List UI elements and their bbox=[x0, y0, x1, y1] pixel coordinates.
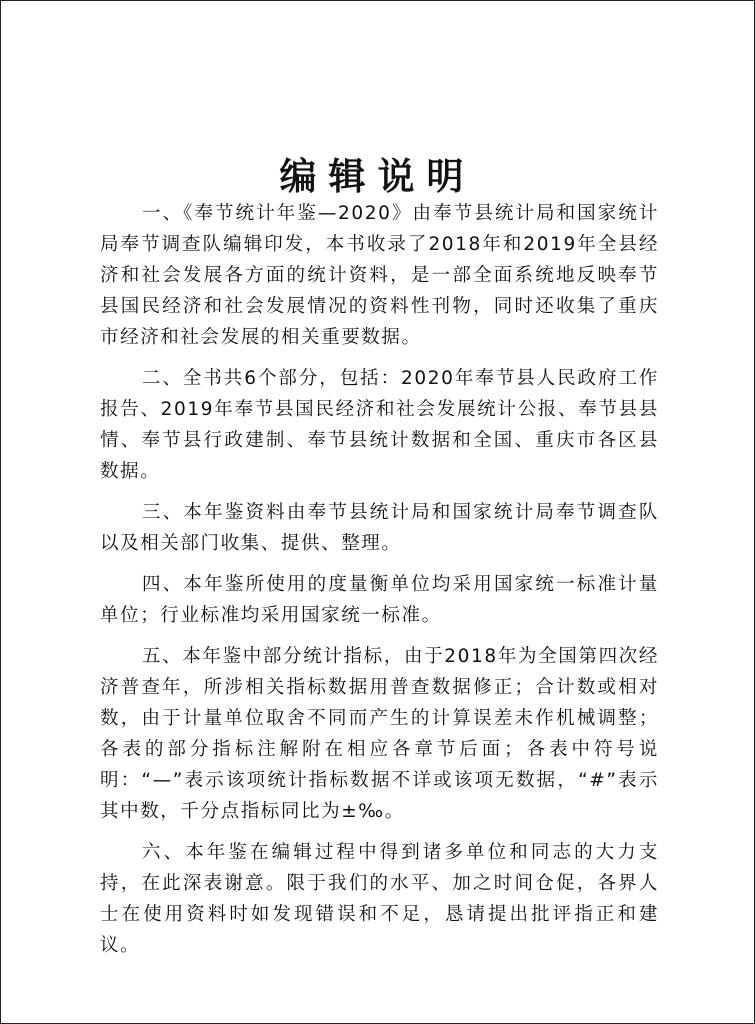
paragraph-2: 二、全书共6个部分，包括：2020年奉节县人民政府工作报告、2019年奉节县国民经济和社会发展统计公报、奉节县县情、奉节县行政建制、奉节县统计数据和全国、重庆市各区县数据。 bbox=[100, 368, 659, 482]
paragraph-6: 六、本年鉴在编辑过程中得到诸多单位和同志的大力支持，在此深表谢意。限于我们的水平、加之时间仓促，各界人士在使用资料时如发现错误和不足，恳请提出批评指正和建议。 bbox=[100, 842, 659, 956]
paragraph-4: 四、本年鉴所使用的度量衡单位均采用国家统一标准计量单位；行业标准均采用国家统一标准。 bbox=[100, 574, 659, 626]
paragraph-1: 一、《奉节统计年鉴—2020》由奉节县统计局和国家统计局奉节调查队编辑印发，本书收录了2018年和2019年全县经济和社会发展各方面的统计资料，是一部全面系统地反映奉节县国民经济和社会发展情况的资料性刊物，同时还收集了重庆市经济和社会发展的相关重要数据。 bbox=[100, 203, 659, 348]
paragraph-5: 五、本年鉴中部分统计指标，由于2018年为全国第四次经济普查年，所涉相关指标数据用普查数据修正；合计数或相对数，由于计量单位取舍不同而产生的计算误差未作机械调整；各表的部分指标注解附在相应各章节后面；各表中符号说明：“—”表示该项统计指标数据不详或该项无数据，“#”表示其中数，千分点指标同比为±‰。 bbox=[100, 646, 659, 822]
body-text bbox=[100, 198, 659, 971]
page-title: 编辑说明 bbox=[279, 153, 476, 198]
paragraph-3: 三、本年鉴资料由奉节县统计局和国家统计局奉节调查队以及相关部门收集、提供、整理。 bbox=[100, 502, 659, 554]
